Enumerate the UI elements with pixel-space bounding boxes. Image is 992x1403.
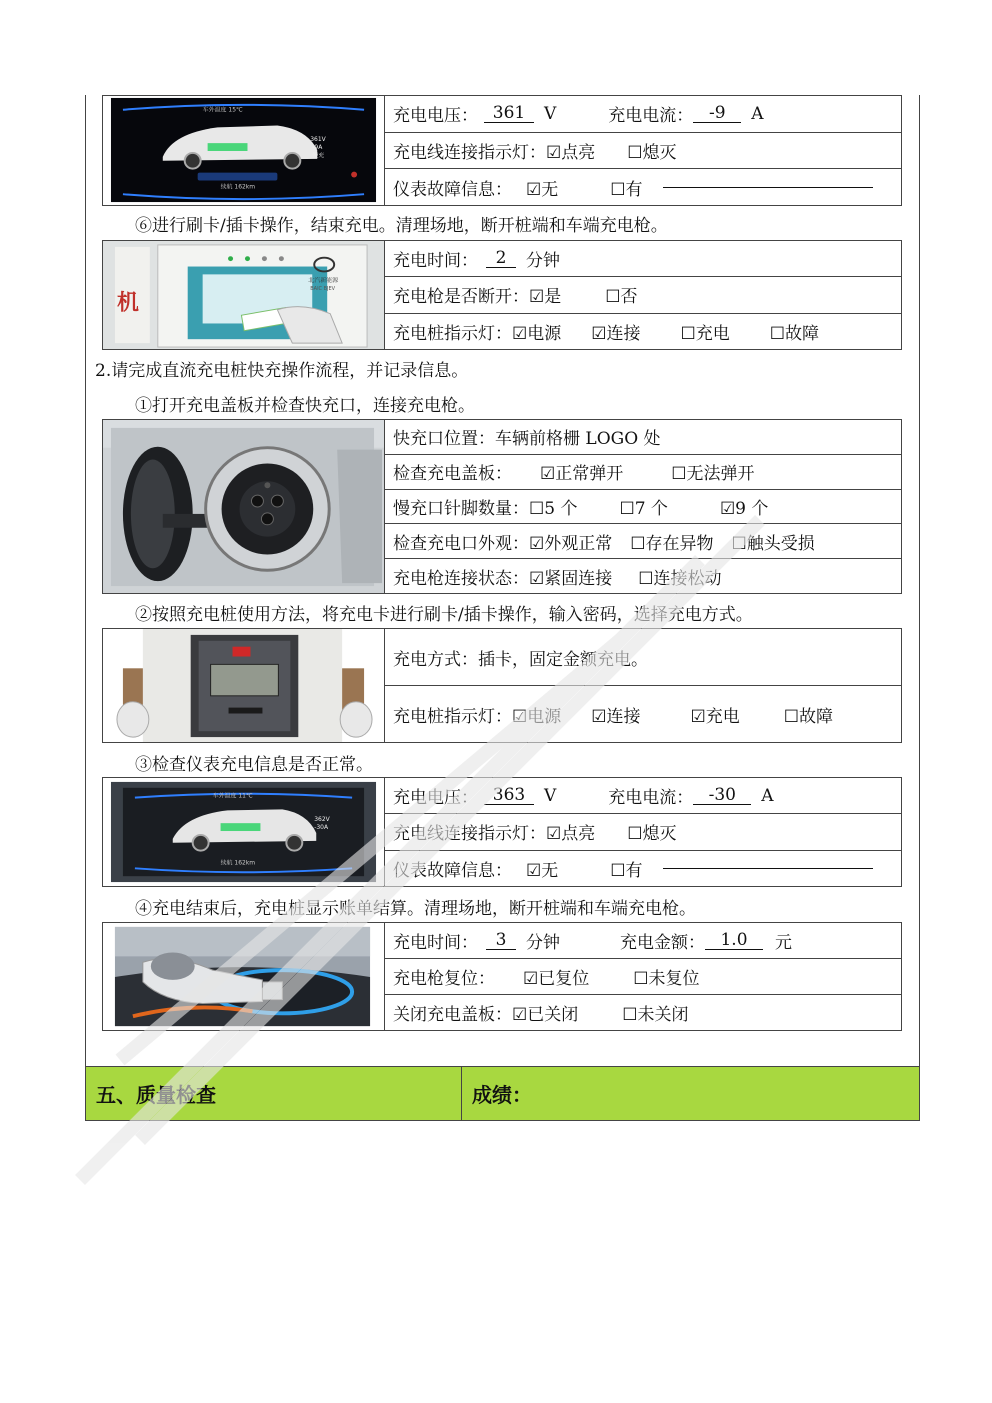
card-reader-photo — [103, 629, 385, 742]
current-value-2[interactable]: -30 — [693, 786, 751, 805]
voltage-label-2: 充电电压： — [393, 788, 478, 809]
fault-detail-blank[interactable] — [663, 187, 873, 188]
cover-closed-checkbox[interactable]: ☑已关闭 — [512, 1005, 579, 1025]
charge-mode-value: 插卡，固定金额充电。 — [478, 649, 648, 670]
step-1: ①打开充电盖板并检查快充口，连接充电枪。 — [135, 396, 475, 416]
connect-loose-checkbox[interactable]: ☐连接松动 — [638, 568, 722, 589]
port-position-row — [385, 420, 901, 455]
close-cover-label: 关闭充电盖板： — [393, 1005, 512, 1025]
dashboard-photo-2 — [103, 778, 385, 886]
dashboard-photo — [103, 96, 385, 205]
current-label: 充电电流： — [608, 106, 694, 127]
light-power-checkbox[interactable]: ☑电源 — [512, 323, 562, 344]
settle-time-label: 充电时间： — [393, 933, 478, 953]
current-unit-2: A — [761, 785, 774, 806]
quality-check-title: 五、质量检查 — [86, 1067, 462, 1120]
step-6: ⑥进行刷卡/插卡操作，结束充电。清理场地，断开桩端和车端充电枪。 — [135, 216, 668, 236]
cable-light-label-2: 充电线连接指示灯： — [393, 824, 546, 845]
light-charge-checkbox[interactable]: ☐充电 — [680, 323, 730, 344]
gun-disconnect-yes-checkbox[interactable]: ☑是 — [529, 287, 562, 308]
gun-disconnect-row — [385, 277, 901, 313]
voltage-label: 充电电压： — [393, 106, 478, 127]
cover-check-label: 检查充电盖板： — [393, 464, 512, 485]
look-normal-checkbox[interactable]: ☑外观正常 — [529, 533, 613, 554]
port-position-label: 快充口位置： — [393, 429, 495, 450]
gun-disconnect-label: 充电枪是否断开： — [393, 287, 529, 308]
light-power-checkbox-2[interactable]: ☑电源 — [512, 706, 562, 727]
cable-light-off-checkbox-2[interactable]: ☐熄灭 — [627, 824, 677, 845]
charge-time-label: 充电时间： — [393, 251, 478, 272]
look-foreign-checkbox[interactable]: ☐存在异物 — [630, 533, 714, 554]
light-charge-checkbox-2[interactable]: ☑充电 — [690, 706, 740, 727]
dashboard-voltage: 361V — [310, 136, 326, 144]
cover-open-checkbox[interactable]: ☑正常弹开 — [540, 464, 624, 485]
step-2: ②按照充电桩使用方法，将充电卡进行刷卡/插卡操作，输入密码，选择充电方式。 — [135, 605, 753, 625]
current-value[interactable]: -9 — [693, 104, 741, 123]
fault-row-2 — [385, 851, 901, 886]
score-label: 成绩： — [472, 1083, 532, 1107]
pile-light-label-2: 充电桩指示灯： — [393, 706, 512, 727]
pile-brand-text: 北汽新能源 — [308, 277, 339, 285]
port-look-row — [385, 524, 901, 559]
pin-5-checkbox[interactable]: ☐5 个 — [529, 498, 578, 519]
port-position-value: 车辆前格栅 LOGO 处 — [495, 429, 661, 450]
dashboard-temperature: 车外温度 15℃ — [202, 106, 243, 114]
charge-time-value[interactable]: 2 — [486, 249, 516, 268]
cover-check-row — [385, 455, 901, 490]
settlement-table — [102, 922, 902, 1031]
pile-side-char: 机 — [116, 290, 139, 316]
voltage-value-2[interactable]: 363 — [484, 786, 534, 805]
pile-light-row-2 — [385, 686, 901, 742]
cable-light-off-checkbox[interactable]: ☐熄灭 — [627, 143, 677, 163]
fault-row — [385, 169, 901, 205]
close-cover-row — [385, 995, 901, 1030]
fault-yes-checkbox-2[interactable]: ☐有 — [610, 860, 643, 881]
current-label-2: 充电电流： — [608, 788, 694, 809]
fault-yes-checkbox[interactable]: ☐有 — [610, 179, 643, 200]
gun-reset-row — [385, 959, 901, 995]
pin-9-checkbox[interactable]: ☑9 个 — [719, 498, 769, 519]
charge-mode-row — [385, 629, 901, 686]
dashboard-info-table-2 — [102, 777, 902, 887]
dashboard-current: -9A — [312, 144, 323, 152]
cable-light-row-2 — [385, 814, 901, 850]
fault-none-checkbox[interactable]: ☑无 — [526, 179, 559, 200]
charge-amount-unit: 元 — [775, 933, 792, 953]
charging-gun-photo — [103, 923, 385, 1030]
cover-not-closed-checkbox[interactable]: ☐未关闭 — [622, 1005, 689, 1025]
gun-disconnect-no-checkbox[interactable]: ☐否 — [605, 287, 638, 308]
charge-amount-label: 充电金额： — [620, 933, 705, 953]
charge-time-unit: 分钟 — [526, 251, 560, 272]
dashboard-info-table — [102, 95, 902, 206]
settle-time-value[interactable]: 3 — [486, 931, 516, 950]
fast-port-check-table — [102, 419, 902, 594]
step-4: ④充电结束后，充电桩显示账单结算。清理场地，断开桩端和车端充电枪。 — [135, 899, 696, 919]
fault-label: 仪表故障信息： — [393, 179, 512, 200]
dashboard-range: 续航 162km — [220, 183, 256, 191]
current-unit: A — [751, 103, 764, 124]
light-connect-checkbox-2[interactable]: ☑连接 — [591, 706, 641, 727]
dashboard-status: 慢充 — [312, 151, 325, 159]
cable-light-label: 充电线连接指示灯： — [393, 143, 546, 163]
dashboard-range-2: 续航 162km — [220, 859, 256, 867]
step-3: ③检查仪表充电信息是否正常。 — [135, 755, 373, 775]
charge-amount-value[interactable]: 1.0 — [705, 931, 763, 950]
settle-time-unit: 分钟 — [526, 933, 560, 953]
section-2-title: 2.请完成直流充电桩快充操作流程，并记录信息。 — [95, 361, 469, 381]
reset-not-done-checkbox[interactable]: ☐未复位 — [633, 969, 700, 989]
dashboard-voltage-2: 362V — [314, 816, 330, 824]
pile-brand-subtext: BAIC BJEV — [310, 286, 336, 293]
connect-tight-checkbox[interactable]: ☑紧固连接 — [529, 568, 613, 589]
fault-detail-blank-2[interactable] — [663, 868, 873, 869]
fault-none-checkbox-2[interactable]: ☑无 — [526, 860, 559, 881]
port-look-label: 检查充电口外观： — [393, 533, 529, 554]
pile-light-label: 充电桩指示灯： — [393, 323, 512, 344]
pile-light-row — [385, 314, 901, 349]
light-connect-checkbox[interactable]: ☑连接 — [591, 323, 641, 344]
charge-mode-table — [102, 628, 902, 743]
voltage-value[interactable]: 361 — [484, 104, 534, 123]
voltage-unit: V — [544, 103, 557, 124]
settle-time-row — [385, 923, 901, 959]
pin-7-checkbox[interactable]: ☐7 个 — [619, 498, 668, 519]
cable-light-on-checkbox[interactable]: ☑点亮 — [546, 143, 596, 163]
charging-pile-photo — [103, 241, 385, 349]
quality-check-bar — [85, 1066, 920, 1121]
fast-charge-port-photo — [103, 420, 385, 593]
fault-label-2: 仪表故障信息： — [393, 860, 512, 881]
gun-connect-row — [385, 559, 901, 593]
end-charge-table — [102, 240, 902, 350]
cover-stuck-checkbox[interactable]: ☐无法弹开 — [671, 464, 755, 485]
gun-reset-label: 充电枪复位： — [393, 969, 495, 989]
cable-light-row — [385, 133, 901, 170]
light-fault-checkbox-2[interactable]: ☐故障 — [783, 706, 833, 727]
voltage-unit-2: V — [544, 785, 557, 806]
gun-connect-label: 充电枪连接状态： — [393, 568, 529, 589]
reset-done-checkbox[interactable]: ☑已复位 — [523, 969, 590, 989]
dashboard-temperature-2: 车外温度 11℃ — [212, 792, 253, 800]
voltage-row — [385, 96, 901, 133]
charge-mode-label: 充电方式： — [393, 649, 478, 670]
dashboard-current-2: -30A — [314, 824, 329, 832]
voltage-row-2 — [385, 778, 901, 814]
look-damaged-checkbox[interactable]: ☐触头受损 — [731, 533, 815, 554]
pin-count-label: 慢充口针脚数量： — [393, 498, 529, 519]
pin-count-row — [385, 490, 901, 525]
charge-time-row — [385, 241, 901, 277]
light-fault-checkbox[interactable]: ☐故障 — [769, 323, 819, 344]
cable-light-on-checkbox-2[interactable]: ☑点亮 — [546, 824, 596, 845]
